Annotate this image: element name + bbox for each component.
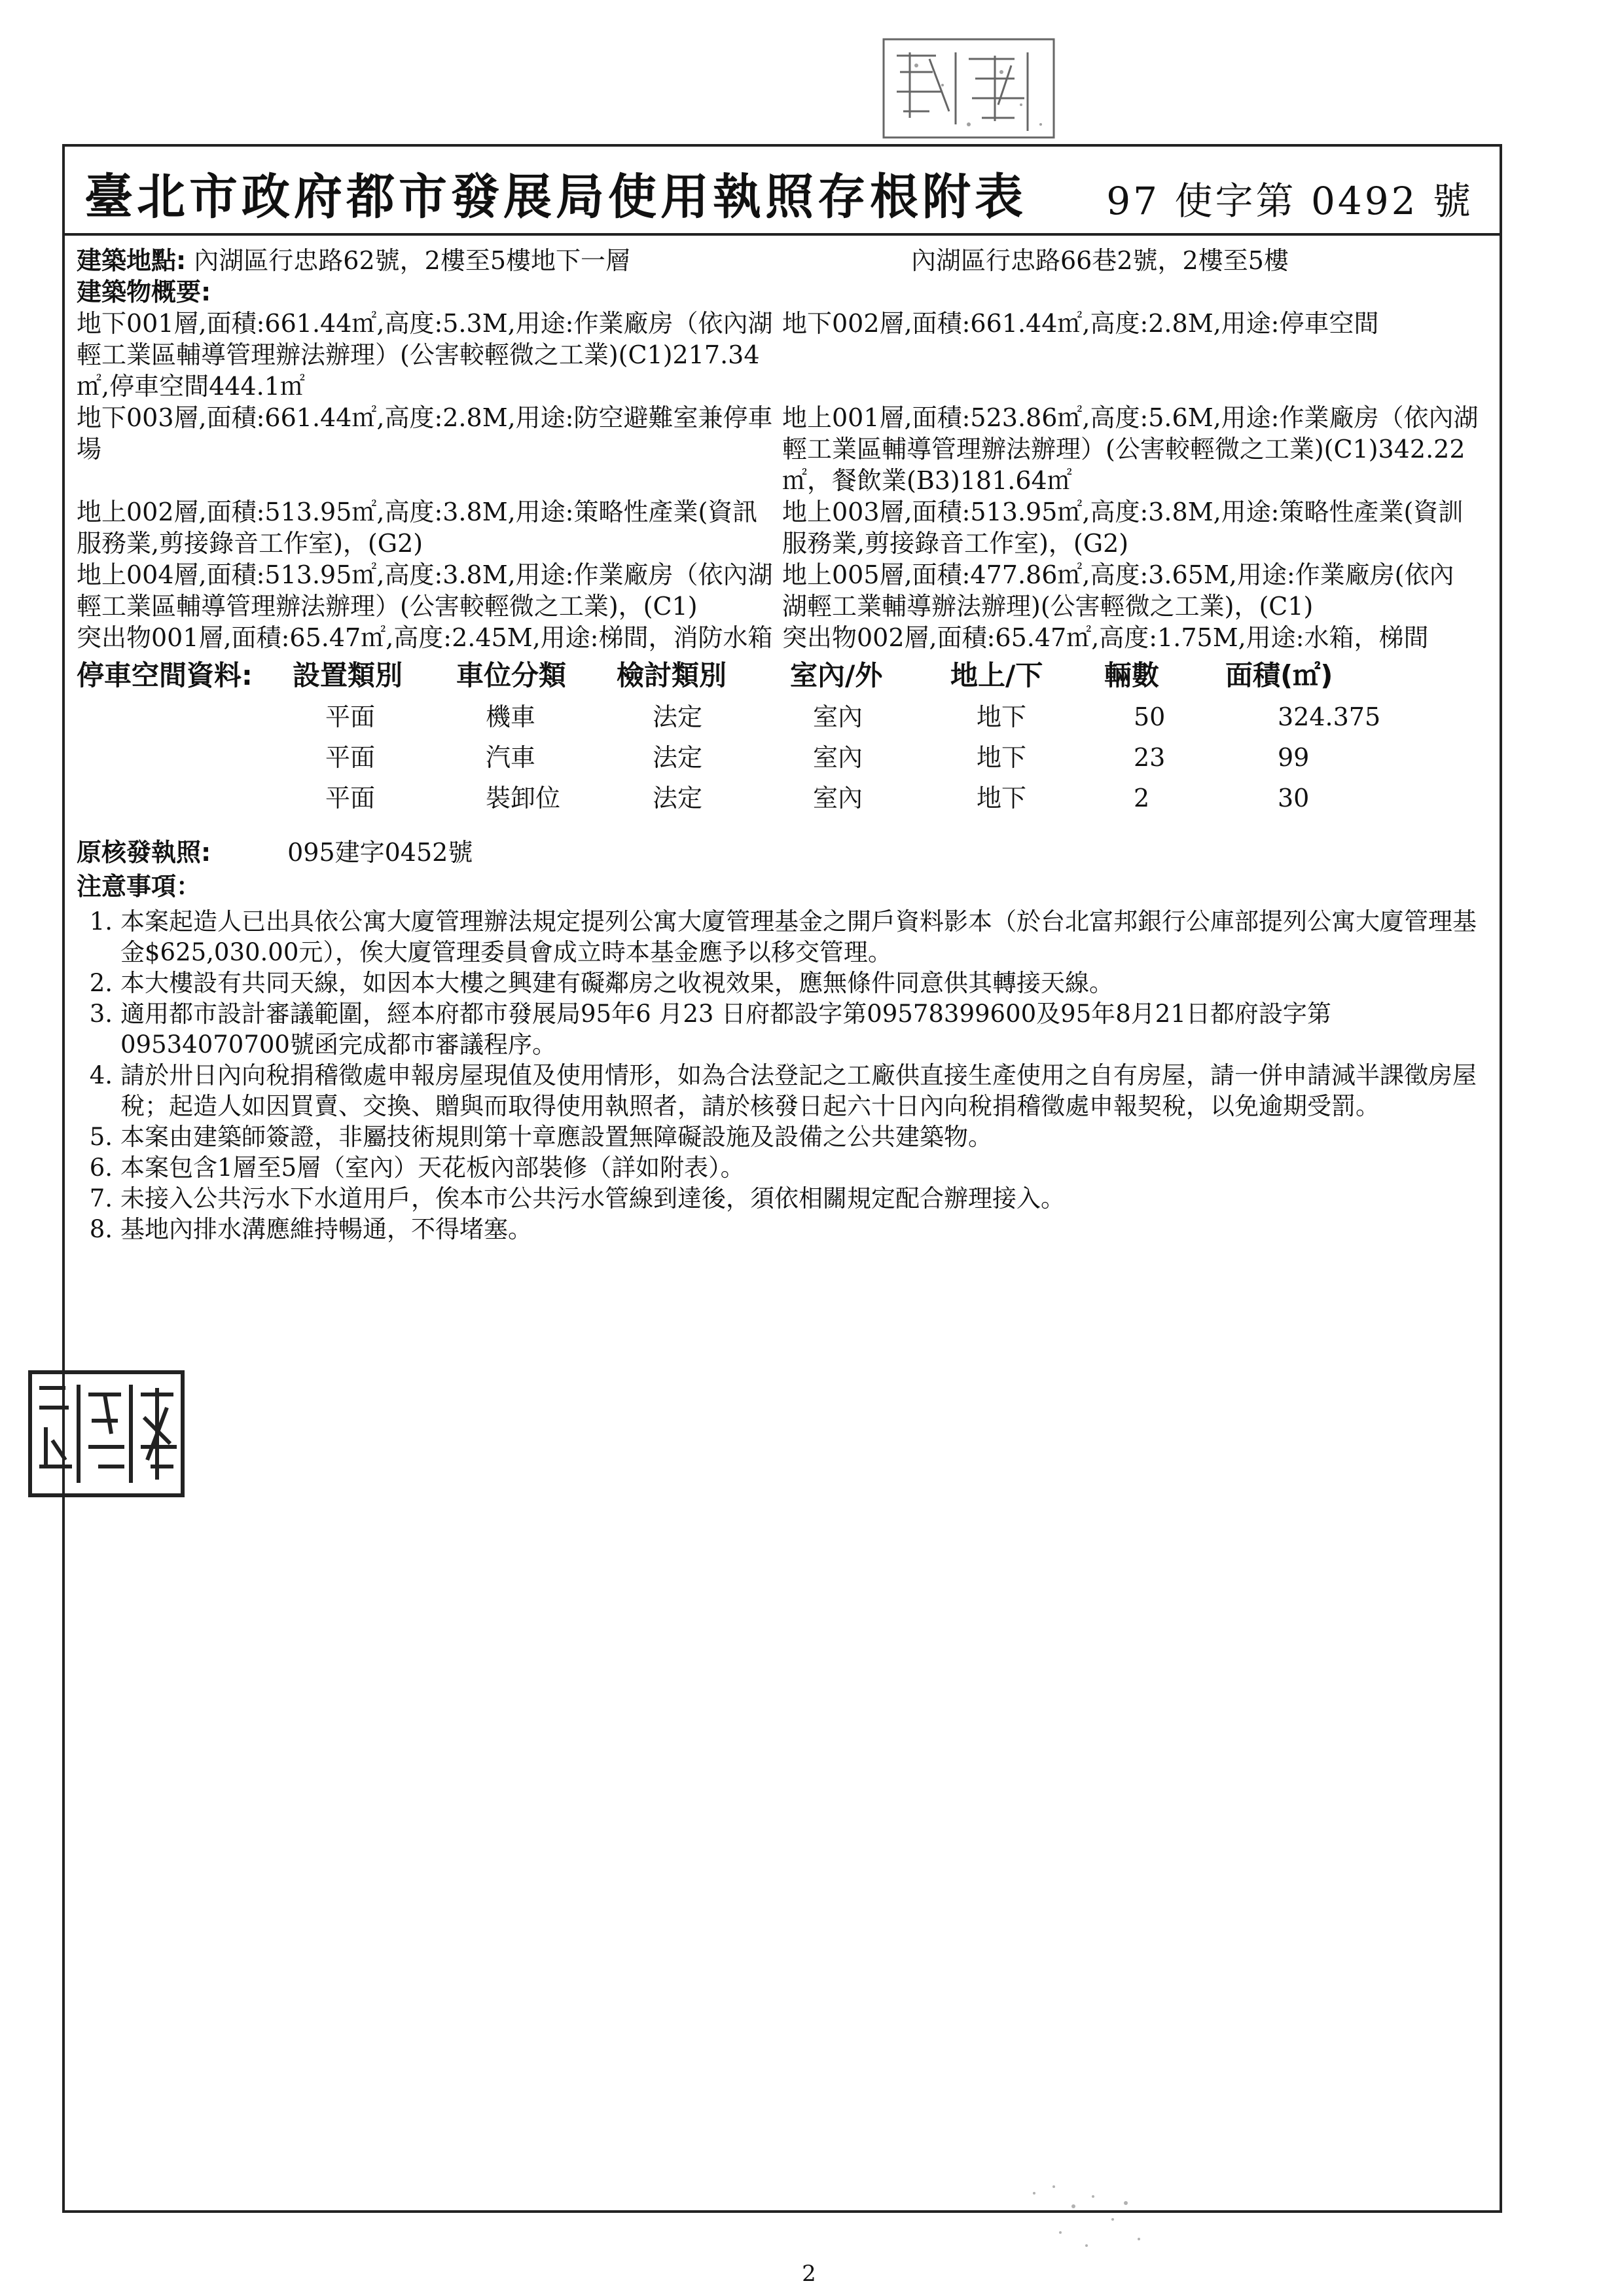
note-number: 7. <box>89 1184 113 1212</box>
site-address-2: 內湖區行忠路66巷2號，2樓至5樓 <box>911 246 1289 275</box>
table-cell: 地下 <box>977 743 1027 772</box>
notes-label: 注意事項： <box>77 872 202 901</box>
table-cell: 23 <box>1134 743 1166 772</box>
note-text: 基地內排水溝應維持暢通，不得堵塞。 <box>120 1215 532 1243</box>
table-cell: 室內 <box>813 743 863 772</box>
table-cell: 法定 <box>653 784 703 812</box>
document-body <box>77 245 1488 1245</box>
parking-col-header: 檢討類別 <box>617 659 727 691</box>
table-row <box>77 778 1488 818</box>
parking-col-header: 設置類別 <box>293 659 403 691</box>
parking-col-header: 室內/外 <box>790 659 883 691</box>
list-item <box>77 968 1488 998</box>
page-number: 2 <box>802 2261 816 2287</box>
floor-entry: 突出物001層,面積:65.47㎡,高度:2.45M,用途:梯間，消防水箱 <box>77 623 773 652</box>
parking-table <box>77 697 1488 818</box>
parking-col-header: 面積(㎡) <box>1225 659 1333 691</box>
table-cell: 30 <box>1278 784 1310 812</box>
floor-row <box>77 622 1488 653</box>
parking-col-header: 地上/下 <box>950 659 1043 691</box>
original-license-line <box>77 837 1488 868</box>
table-cell: 裝卸位 <box>486 784 561 812</box>
side-seal-stamp <box>26 1368 187 1499</box>
table-row <box>77 737 1488 778</box>
top-seal-stamp <box>871 26 1067 144</box>
floor-entry: 地上003層,面積:513.95㎡,高度:3.8M,用途:策略性產業(資訓服務業,剪接錄音工作室)，(G2) <box>782 498 1464 558</box>
note-text: 本案起造人已出具依公寓大廈管理辦法規定提列公寓大廈管理基金之開戶資料影本（於台北富邦銀行公庫部提列公寓大廈管理基金$625,030.00元），俟大廈管理委員會成立時本基金應予以移交管理。 <box>120 907 1477 966</box>
table-cell: 平面 <box>325 702 376 731</box>
note-number: 3. <box>89 1000 113 1028</box>
document-frame <box>62 144 1502 2213</box>
note-text: 本案由建築師簽證，非屬技術規則第十章應設置無障礙設施及設備之公共建築物。 <box>120 1123 992 1151</box>
note-text: 請於卅日內向稅捐稽徵處申報房屋現值及使用情形，如為合法登記之工廠供直接生產使用之自有房屋，請一併申請減半課徵房屋稅；起造人如因買賣、交換、贈與而取得使用執照者，請於核發日起六十日內向稅捐稽徵處申報契稅，以免逾期受罰。 <box>120 1061 1477 1120</box>
note-number: 8. <box>89 1215 113 1243</box>
floor-entry: 突出物002層,面積:65.47㎡,高度:1.75M,用途:水箱，梯間 <box>782 623 1429 652</box>
floor-row <box>77 496 1488 559</box>
list-item <box>77 998 1488 1060</box>
scan-speckle <box>1021 2174 1152 2265</box>
parking-header <box>77 660 1488 691</box>
table-row <box>77 697 1488 737</box>
table-cell: 室內 <box>813 784 863 812</box>
note-number: 4. <box>89 1061 113 1089</box>
floor-entry: 地上005層,面積:477.86㎡,高度:3.65M,用途:作業廠房(依內湖輕工業輔導辦法辦理)(公害輕微之工業)，(C1) <box>782 560 1454 621</box>
list-item <box>77 906 1488 968</box>
floor-entry: 地上001層,面積:523.86㎡,高度:5.6M,用途:作業廠房（依內湖輕工業區輔導管理辦法辦理）(公害較輕微之工業)(C1)342.22㎡，餐飲業(B3)181.64㎡ <box>782 403 1479 495</box>
table-cell: 地下 <box>977 784 1027 812</box>
notes-list <box>77 906 1488 1245</box>
summary-label: 建築物概要: <box>77 278 211 306</box>
original-license-label: 原核發執照: <box>77 838 211 867</box>
parking-label: 停車空間資料: <box>77 659 253 691</box>
parking-col-header: 車位分類 <box>456 659 567 691</box>
list-item <box>77 1214 1488 1245</box>
table-cell: 324.375 <box>1278 702 1381 731</box>
note-number: 5. <box>89 1123 113 1151</box>
document-title: 臺北市政府都市發展局使用執照存根附表 <box>84 169 1027 225</box>
table-cell: 汽車 <box>486 743 536 772</box>
floor-entry: 地上002層,面積:513.95㎡,高度:3.8M,用途:策略性產業(資訊服務業,剪接錄音工作室)，(G2) <box>77 498 758 558</box>
floor-entry: 地下003層,面積:661.44㎡,高度:2.8M,用途:防空避難室兼停車場 <box>77 403 773 464</box>
note-text: 本案包含1層至5層（室內）天花板內部裝修（詳如附表）。 <box>120 1154 745 1182</box>
note-text: 未接入公共污水下水道用戶，俟本市公共污水管線到達後，須依相關規定配合辦理接入。 <box>120 1184 1065 1212</box>
floor-row <box>77 559 1488 622</box>
table-cell: 50 <box>1134 702 1166 731</box>
table-cell: 99 <box>1278 743 1310 772</box>
list-item <box>77 1060 1488 1121</box>
site-address-line <box>77 245 1488 276</box>
table-cell: 法定 <box>653 743 703 772</box>
table-cell: 平面 <box>325 784 376 812</box>
note-text: 本大樓設有共同天線，如因本大樓之興建有礙鄰房之收視效果，應無條件同意供其轉接天線。 <box>120 969 1113 997</box>
note-number: 6. <box>89 1154 113 1182</box>
floor-entry: 地下002層,面積:661.44㎡,高度:2.8M,用途:停車空間 <box>782 309 1379 338</box>
floor-list <box>77 308 1488 653</box>
table-cell: 平面 <box>325 743 376 772</box>
document-number: 97 使字第 0492 號 <box>1106 179 1473 223</box>
floor-row <box>77 308 1488 402</box>
table-cell: 2 <box>1134 784 1150 812</box>
site-label: 建築地點: <box>77 246 187 275</box>
note-number: 1. <box>89 907 113 936</box>
floor-entry: 地下001層,面積:661.44㎡,高度:5.3M,用途:作業廠房（依內湖輕工業區輔導管理辦法辦理）(公害較輕微之工業)(C1)217.34㎡,停車空間444.1㎡ <box>77 309 773 401</box>
site-address-1 <box>77 245 911 276</box>
floor-row <box>77 402 1488 496</box>
site-address-1-value: 內湖區行忠路62號，2樓至5樓地下一層 <box>194 246 631 275</box>
table-cell: 室內 <box>813 702 863 731</box>
title-bar <box>65 147 1500 236</box>
list-item <box>77 1183 1488 1214</box>
parking-col-header: 輛數 <box>1104 659 1160 691</box>
floor-entry: 地上004層,面積:513.95㎡,高度:3.8M,用途:作業廠房（依內湖輕工業區輔導管理辦法辦理）(公害較輕微之工業)，(C1) <box>77 560 773 621</box>
table-cell: 法定 <box>653 702 703 731</box>
list-item <box>77 1121 1488 1152</box>
note-text: 適用都市設計審議範圍，經本府都市發展局95年6 月23 日府都設字第09578399600及95年8月21日都府設字第09534070700號函完成都市審議程序。 <box>120 1000 1331 1059</box>
note-number: 2. <box>89 969 113 997</box>
original-license-value: 095建字0452號 <box>287 838 473 867</box>
list-item <box>77 1152 1488 1183</box>
table-cell: 地下 <box>977 702 1027 731</box>
table-cell: 機車 <box>486 702 536 731</box>
